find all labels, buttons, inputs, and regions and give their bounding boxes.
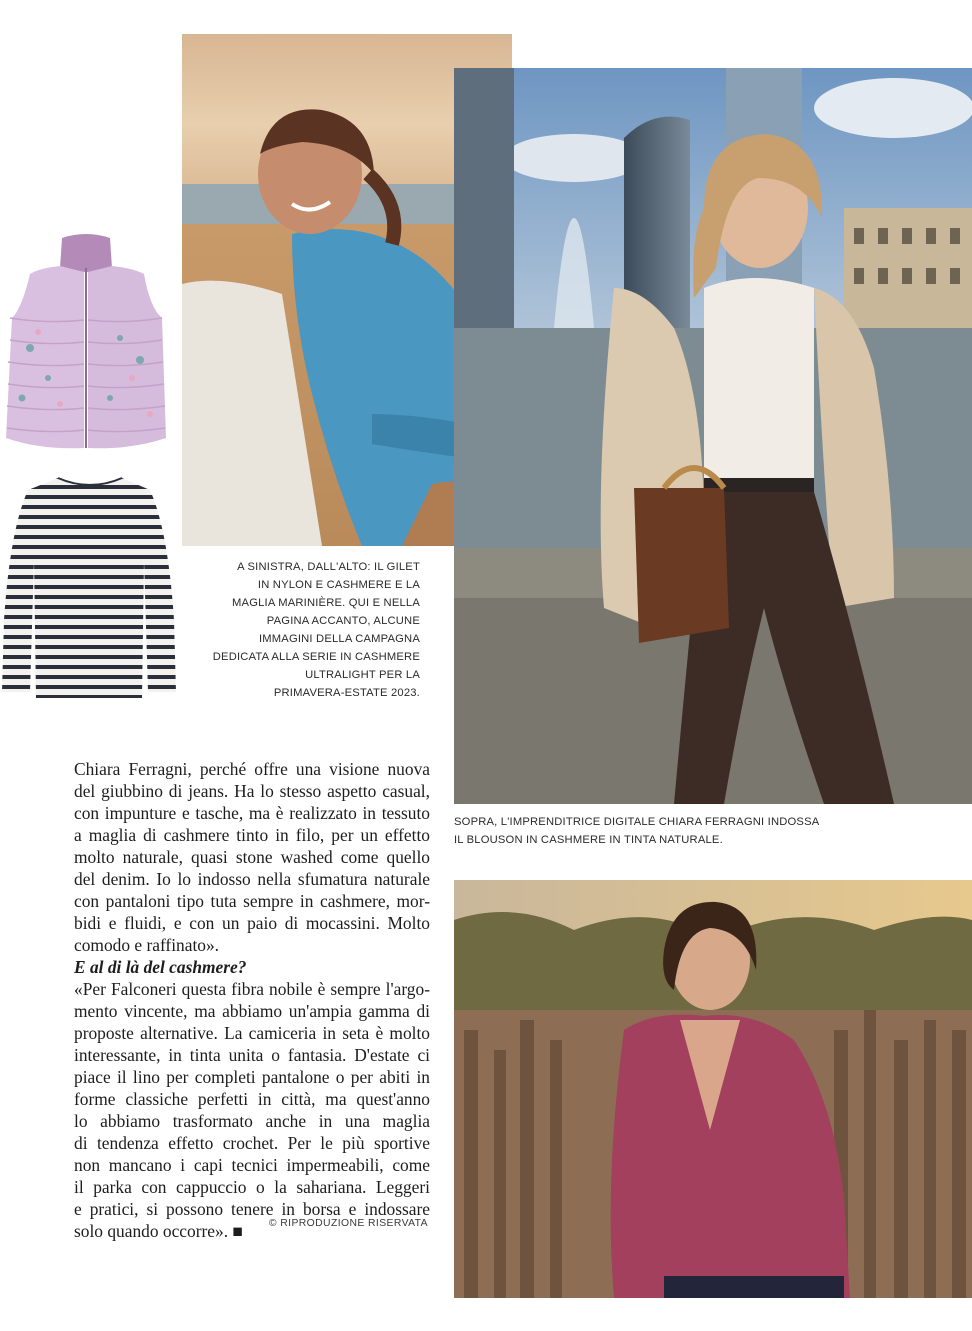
photo-caption-right: [454, 813, 819, 849]
body-line: comodo e raffinato».: [74, 935, 220, 955]
body-line: bidi e fluidi, e con un paio di mocassini. Molto: [74, 913, 430, 933]
caption-line: IMMAGINI DELLA CAMPAGNA: [258, 633, 420, 645]
body-line: Chiara Ferragni, perché offre una visione nuova: [74, 759, 430, 779]
caption-line: SOPRA, L'IMPRENDITRICE DIGITALE CHIARA FERRAGNI INDOSSA: [454, 816, 820, 828]
body-line: forme classiche perfetti in città, ma quest'anno: [74, 1089, 430, 1109]
body-line: e pratici, si possono tenere in borsa e indossare: [74, 1199, 430, 1219]
model-pink-cardigan-photo: [454, 880, 972, 1298]
caption-line: PAGINA ACCANTO, ALCUNE: [266, 615, 420, 627]
body-line: mento vincente, ma abbiamo un'ampia gamma di: [74, 1001, 430, 1021]
caption-line: ULTRALIGHT PER LA: [305, 669, 420, 681]
striped-sweater-image: [0, 470, 178, 702]
caption-line: DEDICATA ALLA SERIE IN CASHMERE: [212, 651, 420, 663]
caption-line: IN NYLON E CASHMERE E LA: [257, 579, 420, 591]
body-line: del giubbino di jeans. Ha lo stesso aspetto casual,: [74, 781, 430, 801]
body-line: il parka con cappuccio o la sahariana. Leggeri: [74, 1177, 430, 1197]
body-line: interessante, in tinta unita o fantasia. D'estate ci: [74, 1045, 430, 1065]
photo-caption-left: [213, 558, 420, 702]
body-line: proposte alternative. La camiceria in seta è molto: [74, 1023, 430, 1043]
caption-line: PRIMAVERA-ESTATE 2023.: [273, 687, 420, 699]
interview-question: E al di là del cashmere?: [74, 957, 247, 977]
article-body: [74, 758, 430, 1242]
copyright-notice: © RIPRODUZIONE RISERVATA: [268, 1218, 428, 1229]
body-line: con pantaloni tipo tuta sempre in cashmere, mor-: [74, 891, 430, 911]
body-line: molto naturale, quasi stone washed come quello: [74, 847, 430, 867]
caption-line: A SINISTRA, DALL'ALTO: IL GILET: [237, 561, 420, 573]
body-line: del denim. Io lo indosso nella sfumatura naturale: [74, 869, 430, 889]
body-line: «Per Falconeri questa fibra nobile è sempre l'argo-: [74, 979, 430, 999]
chiara-ferragni-milan-photo: [454, 68, 972, 804]
body-line: con impunture e tasche, ma è realizzato in tessuto: [74, 803, 430, 823]
body-line: non mancano i capi tecnici impermeabili, come: [74, 1155, 430, 1175]
caption-line: MAGLIA MARINIÈRE. QUI E NELLA: [232, 597, 420, 609]
body-line: a maglia di cashmere tinto in filo, per un effetto: [74, 825, 430, 845]
caption-line: IL BLOUSON IN CASHMERE IN TINTA NATURALE.: [454, 834, 723, 846]
floral-puffer-vest-image: [0, 228, 172, 458]
body-line: piace il lino per completi pantalone o per abiti in: [74, 1067, 430, 1087]
body-line: solo quando occorre». ■: [74, 1221, 243, 1241]
body-line: lo abbiamo trasformato anche in una maglia: [74, 1111, 430, 1131]
body-line: di tendenza effetto crochet. Per le più sportive: [74, 1133, 430, 1153]
